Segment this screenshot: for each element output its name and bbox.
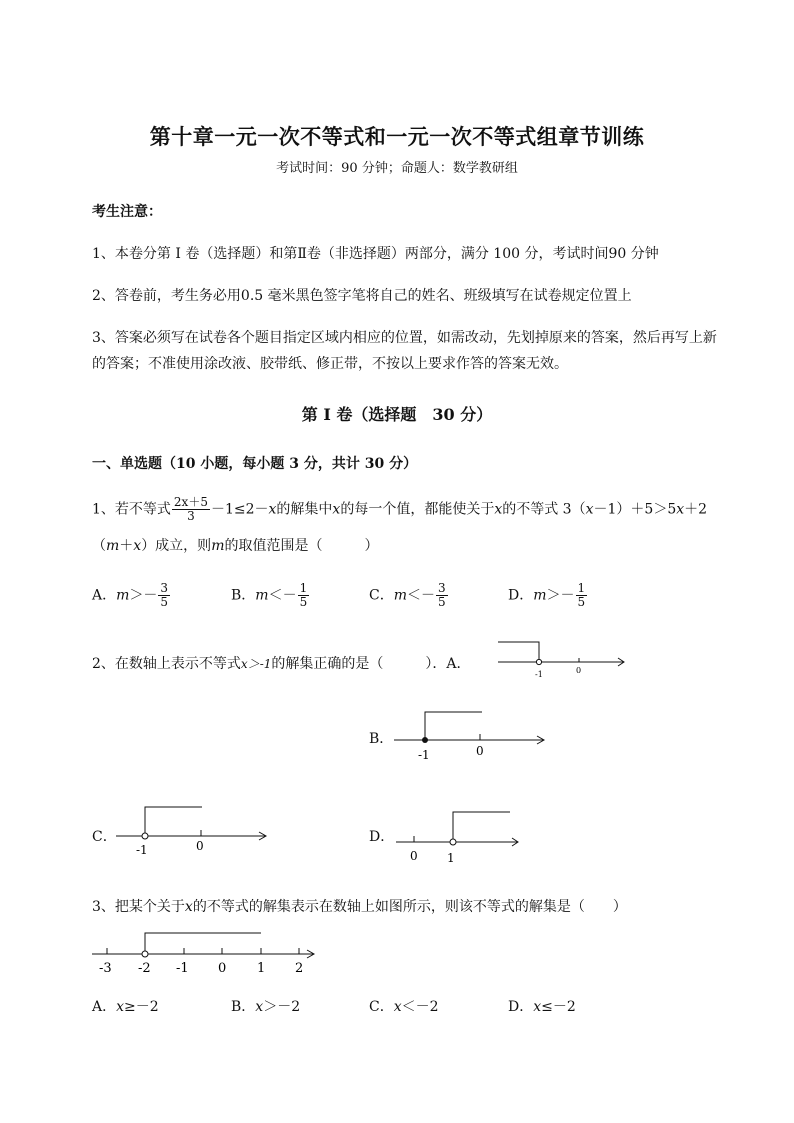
- tick-label: 0: [196, 839, 204, 853]
- tick-label: 2: [295, 961, 304, 976]
- question-1-option-a[interactable]: A．m＞－ $\frac{3}{5}$: [92, 581, 169, 609]
- question-2-option-c[interactable]: C．: [92, 829, 117, 845]
- tick-label: -1: [535, 670, 543, 679]
- question-3-option-a[interactable]: A．x≥－2: [92, 999, 159, 1015]
- notice-heading: 考生注意：: [92, 204, 162, 220]
- tick-label: 0: [410, 849, 418, 863]
- tick-label: 0: [476, 744, 484, 758]
- question-2-text: 2、在数轴上表示不等式x＞-1的解集正确的是（ ）．A．: [92, 656, 471, 672]
- tick-label: 0: [576, 666, 582, 675]
- notice-item-1: 1、本卷分第 I 卷（选择题）和第Ⅱ卷（非选择题）两部分，满分 100 分，考试时间90 分钟: [92, 246, 659, 262]
- tick-label: -3: [99, 961, 112, 976]
- number-line-q3: [88, 928, 320, 980]
- notice-item-2: 2、答卷前，考生务必用0.5 毫米黑色签字笔将自己的姓名、班级填写在试卷规定位置上: [92, 288, 632, 304]
- question-3-option-c[interactable]: C．x＜－2: [369, 999, 439, 1015]
- question-2-option-b[interactable]: B．: [369, 731, 394, 747]
- question-2-option-d[interactable]: D．: [369, 829, 395, 845]
- tick-label: 1: [257, 961, 266, 976]
- number-line-c[interactable]: [112, 802, 272, 858]
- question-1-option-b[interactable]: B．m＜－ $\frac{1}{5}$: [231, 581, 308, 609]
- question-1-line1: 1、若不等式 $\frac{2x+5}{3}$ －1≤2－x的解集中x的每一个值，都能使关于x的不等式 3（x－1）＋5＞5x＋2: [92, 495, 708, 523]
- tick-label: -2: [138, 961, 151, 976]
- notice-item-3-cont: 的答案；不准使用涂改液、胶带纸、修正带，不按以上要求作答的答案无效。: [92, 356, 568, 372]
- tick-label: -1: [136, 843, 148, 857]
- number-line-a[interactable]: [494, 640, 630, 680]
- tick-label: -1: [176, 961, 189, 976]
- tick-label: 1: [447, 851, 455, 864]
- question-1-option-c[interactable]: C．m＜－ $\frac{3}{5}$: [369, 581, 446, 609]
- axis-ticks: [107, 948, 299, 954]
- exam-info: 考试时间：90 分钟；命题人：数学教研组: [276, 161, 518, 176]
- number-line-b[interactable]: [390, 706, 550, 762]
- page-title: 第十章一元一次不等式和一元一次不等式组章节训练: [149, 124, 645, 149]
- fraction: $\frac{2x+5}{3}$: [173, 495, 208, 523]
- question-1-option-d[interactable]: D．m＞－ $\frac{1}{5}$: [508, 581, 586, 609]
- number-line-d[interactable]: [392, 806, 524, 864]
- question-3-text: 3、把某个关于x的不等式的解集表示在数轴上如图所示，则该不等式的解集是（ ）: [92, 899, 627, 915]
- section-title: 第 I 卷（选择题 30 分）: [301, 405, 493, 424]
- question-3-option-d[interactable]: D．x≤－2: [508, 999, 576, 1015]
- question-1-line2: （m＋x）成立，则m的取值范围是（ ）: [92, 538, 379, 554]
- tick-label: -1: [418, 748, 430, 762]
- tick-label: 0: [218, 961, 227, 976]
- notice-item-3: 3、答案必须写在试卷各个题目指定区域内相应的位置，如需改动，先划掉原来的答案，然后再写上新: [92, 330, 717, 346]
- question-3-option-b[interactable]: B．x＞－2: [231, 999, 301, 1015]
- part-heading: 一、单选题（10 小题，每小题 3 分，共计 30 分）: [92, 456, 418, 472]
